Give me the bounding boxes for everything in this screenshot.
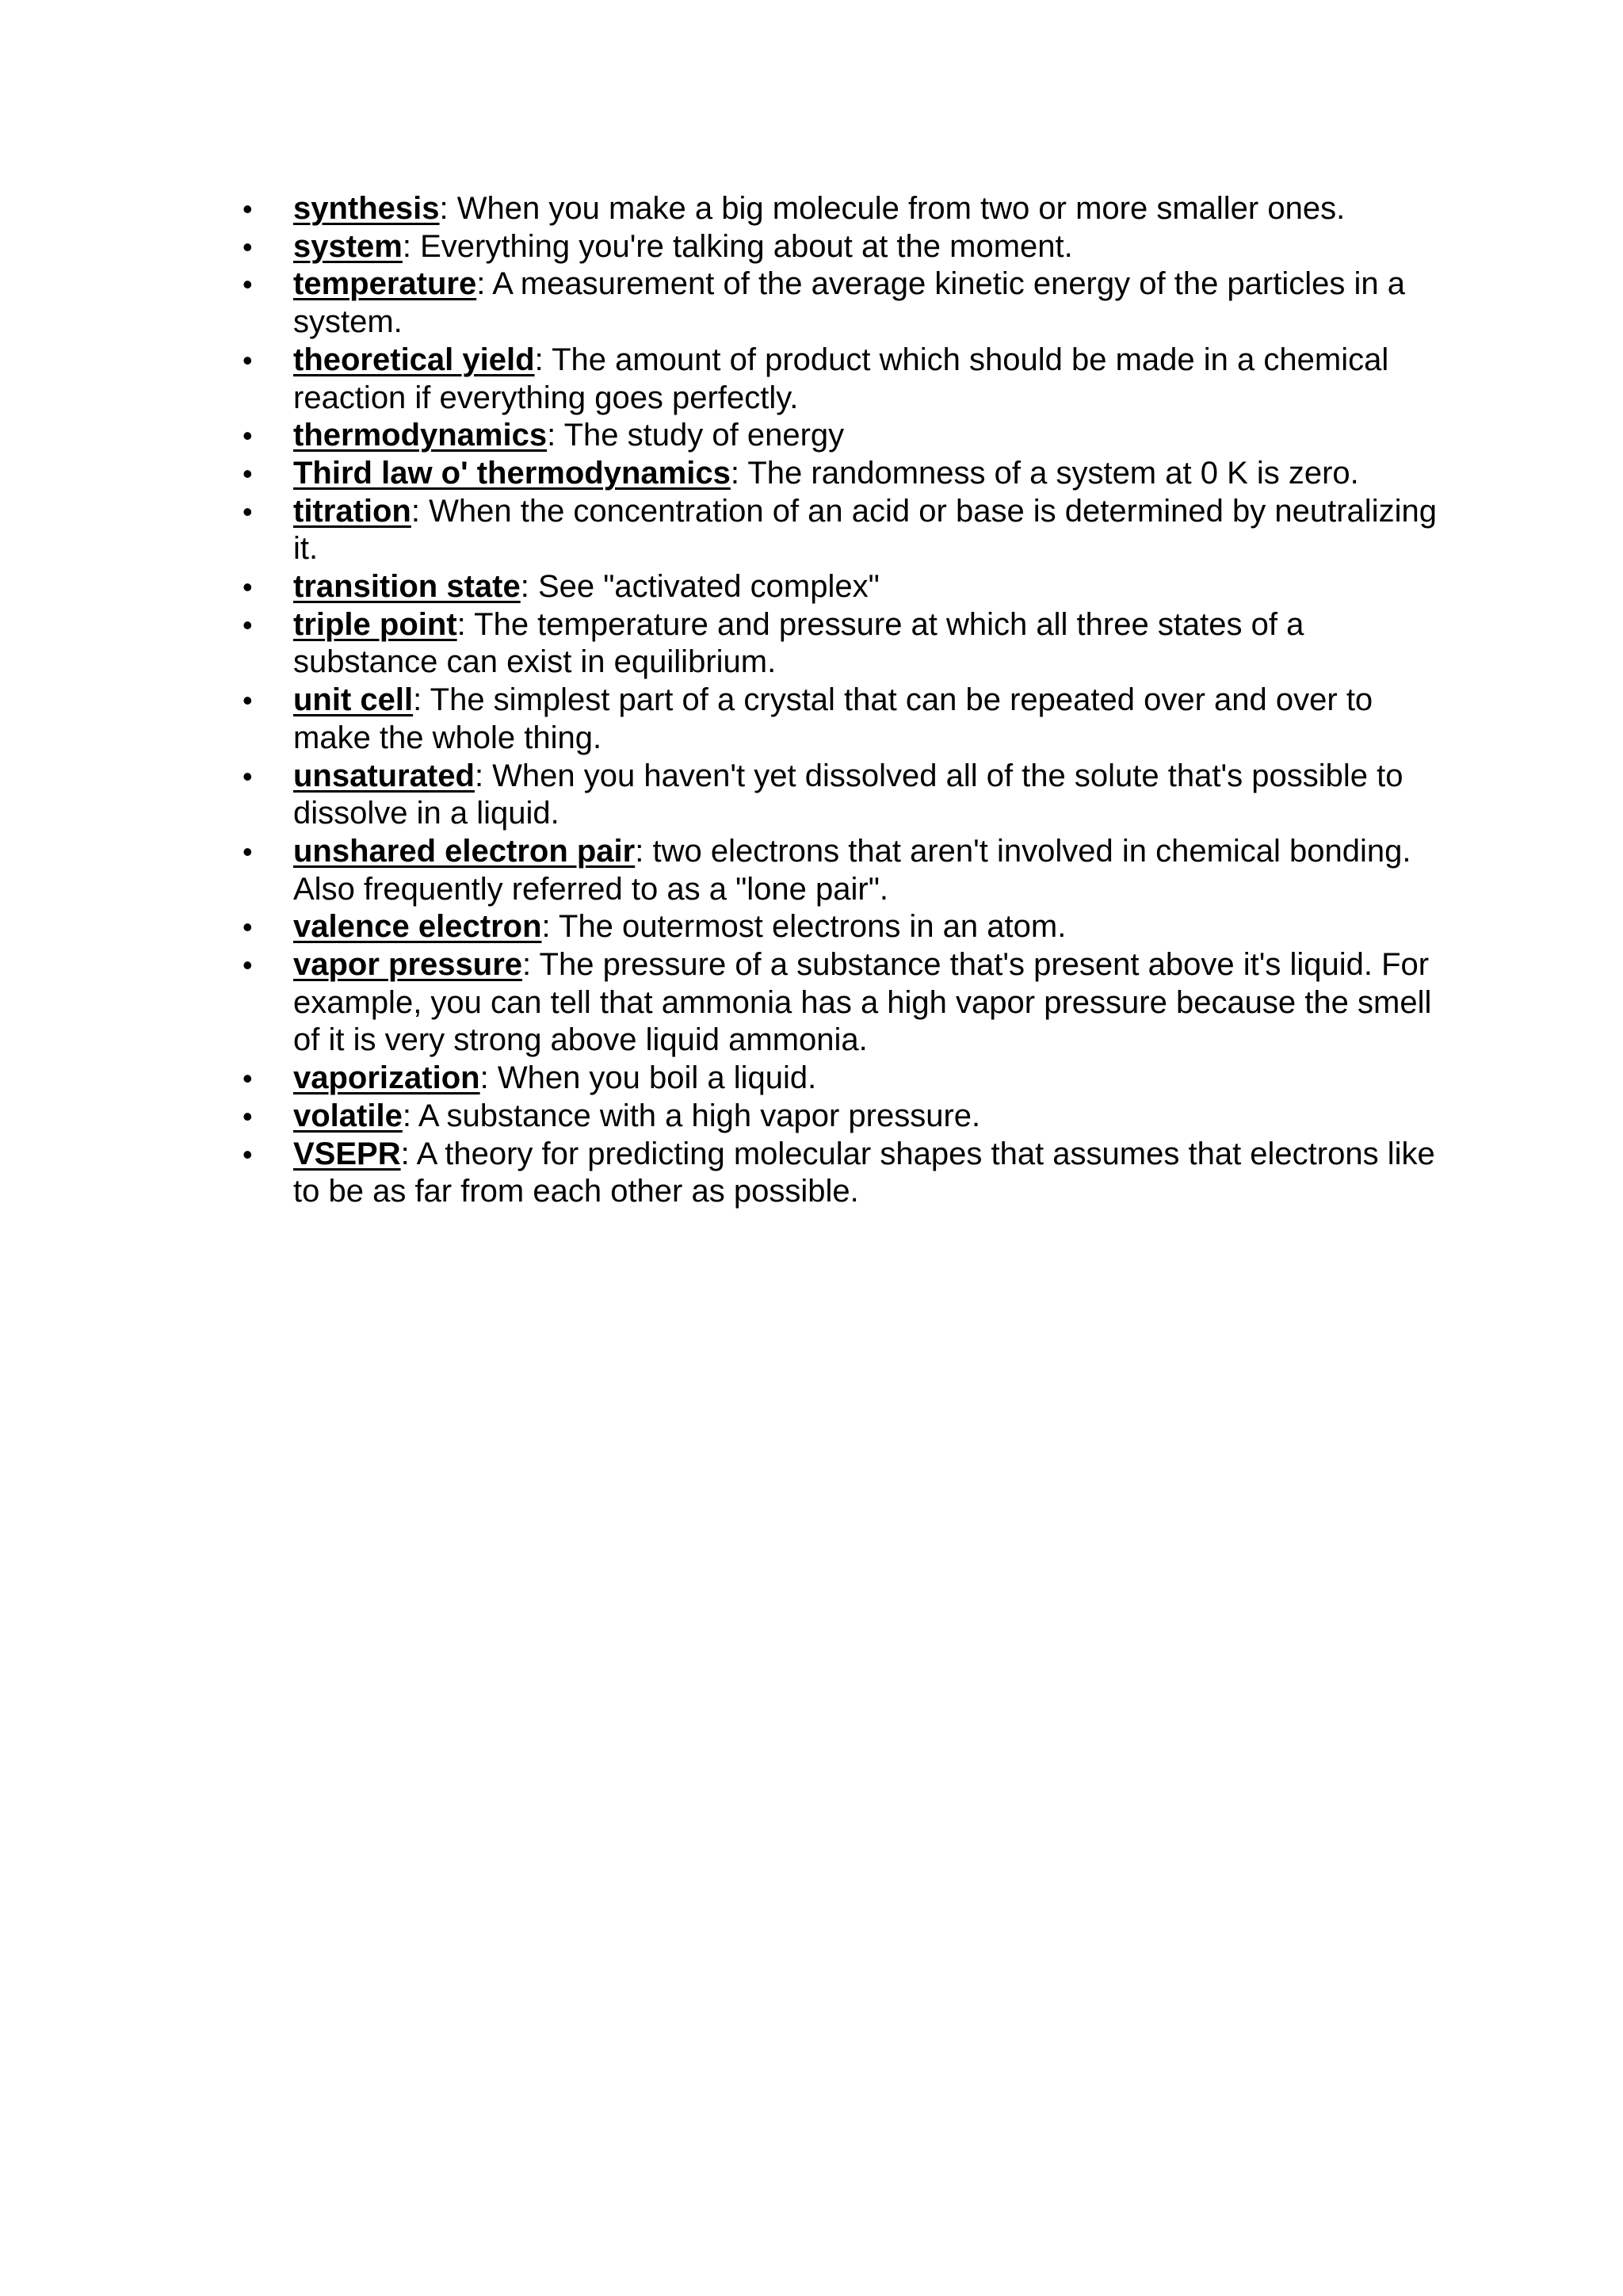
glossary-entry-system [235,228,1439,266]
bullet-icon: • [242,759,253,793]
bullet-icon: • [242,268,253,301]
bullet-icon: • [242,495,253,528]
glossary-entry-valence-electron [235,908,1439,946]
bullet-icon: • [242,457,253,490]
glossary-definition: : See "activated complex" [520,569,880,605]
glossary-entry-vapor-pressure [235,946,1439,1060]
glossary-definition: : The study of energy [547,418,845,453]
glossary-list [235,190,1439,1211]
glossary-term: theoretical yield [293,342,535,377]
glossary-term: unshared electron pair [293,833,636,869]
bullet-icon: • [242,419,253,453]
glossary-term: unsaturated [293,758,475,793]
bullet-icon: • [242,911,253,944]
bullet-icon: • [242,1062,253,1095]
glossary-definition: : The simplest part of a crystal that can be repeated over and over to make the whole thing. [293,682,1373,755]
glossary-term: transition state [293,569,521,605]
glossary-definition: : When the concentration of an acid or base is determined by neutralizing it. [293,493,1437,567]
glossary-definition: : A measurement of the average kinetic energy of the particles in a system. [293,266,1405,340]
glossary-term: temperature [293,266,477,302]
glossary-definition: : The amount of product which should be made in a chemical reaction if everything goes perfectly. [293,342,1389,415]
glossary-entry-thermodynamics [235,417,1439,455]
glossary-term: valence electron [293,909,542,945]
glossary-entry-third-law [235,455,1439,493]
glossary-definition: : When you boil a liquid. [479,1060,817,1096]
glossary-entry-vaporization [235,1060,1439,1098]
glossary-term: system [293,228,403,264]
glossary-entry-unshared-electron-pair [235,833,1439,908]
glossary-entry-temperature [235,266,1439,341]
glossary-definition: : When you make a big molecule from two or more smaller ones. [439,191,1346,226]
glossary-entry-unsaturated [235,758,1439,833]
bullet-icon: • [242,343,253,376]
glossary-definition: : A substance with a high vapor pressure. [402,1098,981,1133]
glossary-term: Third law o' thermodynamics [293,455,731,491]
glossary-definition: : Everything you're talking about at the moment. [402,228,1073,264]
glossary-entry-synthesis [235,190,1439,228]
glossary-definition: : two electrons that aren't involved in chemical bonding. Also frequently referred to as a "lone pair". [293,833,1411,907]
bullet-icon: • [242,949,253,982]
bullet-icon: • [242,230,253,263]
glossary-definition: : When you haven't yet dissolved all of the solute that's possible to dissolve in a liquid. [293,758,1403,831]
bullet-icon: • [242,608,253,641]
glossary-entry-theoretical-yield [235,342,1439,417]
glossary-term: vaporization [293,1060,480,1096]
bullet-icon: • [242,571,253,604]
glossary-definition: : The outermost electrons in an atom. [541,909,1067,945]
glossary-entry-volatile [235,1098,1439,1136]
bullet-icon: • [242,193,253,225]
bullet-icon: • [242,1137,253,1171]
glossary-term: thermodynamics [293,418,548,453]
glossary-term: vapor pressure [293,947,523,983]
glossary-term: volatile [293,1098,403,1133]
glossary-definition: : The randomness of a system at 0 K is zero. [730,455,1359,491]
glossary-term: VSEPR [293,1136,401,1171]
bullet-icon: • [242,1099,253,1133]
glossary-entry-titration [235,493,1439,568]
glossary-term: titration [293,493,411,529]
glossary-entry-transition-state [235,568,1439,606]
bullet-icon: • [242,684,253,717]
glossary-definition: : A theory for predicting molecular shapes that assumes that electrons like to be as far from each other as possible. [293,1136,1435,1209]
bullet-icon: • [242,835,253,868]
glossary-entry-vsepr [235,1136,1439,1211]
glossary-entry-triple-point [235,606,1439,682]
glossary-definition: : The temperature and pressure at which all three states of a substance can exist in equilibrium. [293,606,1304,680]
glossary-term: triple point [293,606,457,642]
glossary-term: unit cell [293,682,414,718]
glossary-definition: : The pressure of a substance that's present above it's liquid. For example, you can tell that ammonia has a high vapor pressure because the smell of it is very strong above liquid ammonia. [293,947,1432,1058]
glossary-term: synthesis [293,191,440,226]
glossary-entry-unit-cell [235,682,1439,757]
